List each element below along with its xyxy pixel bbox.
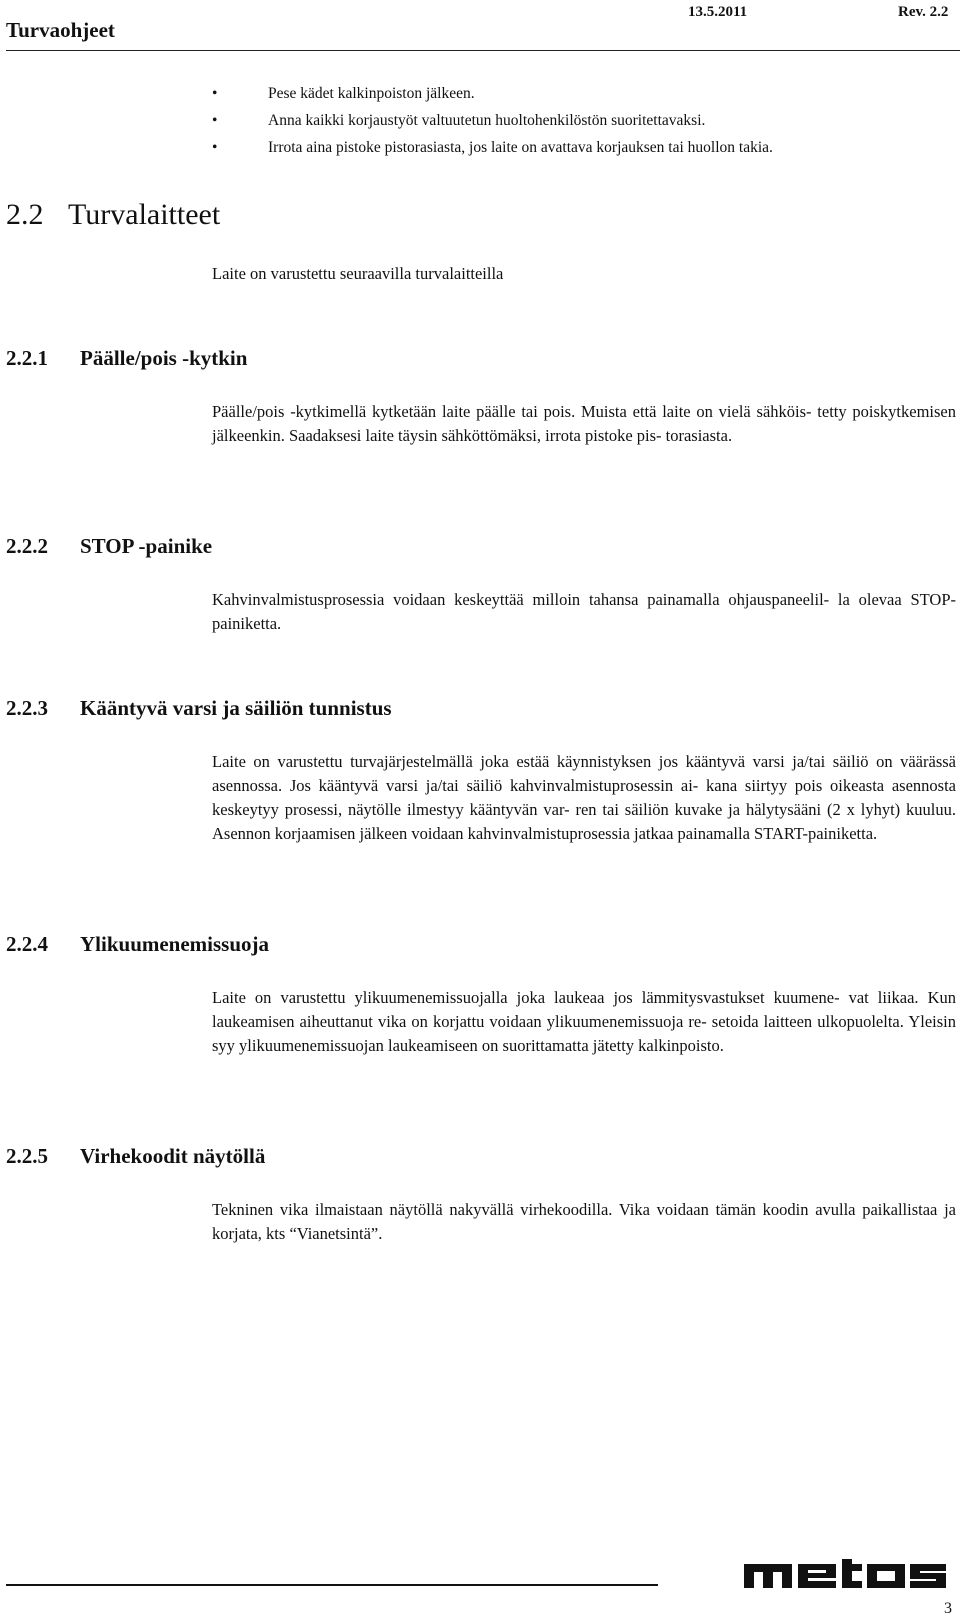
list-item: • Pese kädet kalkinpoiston jälkeen.: [204, 80, 773, 107]
subsection-heading: 2.2.4 Ylikuumenemissuoja: [6, 932, 270, 956]
document-title: Turvaohjeet: [6, 18, 115, 42]
list-item: • Anna kaikki korjaustyöt valtuutetun huoltohenkilöstön suoritettavaksi.: [204, 107, 773, 134]
document-revision: Rev. 2.2: [898, 4, 949, 20]
metos-logo: [742, 1558, 948, 1597]
list-item: • Irrota aina pistoke pistorasiasta, jos laite on avattava korjauksen tai huollon takia.: [204, 134, 773, 161]
metos-logo-icon: [742, 1558, 948, 1592]
bullet-icon: •: [212, 139, 218, 156]
subsection-text: Tekninen vika ilmaistaan näytöllä nakyvällä virhekoodilla. Vika voidaan tämän koodin avulla paikallistaa ja korjata, kts “Vianetsintä”.: [212, 1200, 956, 1243]
subsection-text: Laite on varustettu ylikuumenemissuojalla joka laukeaa jos lämmitysvastukset kuumene- vat liikaa. Kun laukeamisen aiheuttanut vika on korjattu voidaan ylikuumenemissuoja re- setoida laitteen ulkopuolelta. Yleisin syy ylikuumenemissuojan laukeamiseen on suorittamatta jätetty kalkinpoisto.: [212, 988, 956, 1055]
subsection-heading: 2.2.3 Kääntyvä varsi ja säiliön tunnistus: [6, 696, 392, 720]
bullet-icon: •: [212, 112, 218, 129]
header-divider: [6, 50, 960, 51]
subsection-text: Päälle/pois -kytkimellä kytketään laite päälle tai pois. Muista että laite on vielä sähköis- tetty poiskytkemisen jälkeenkin. Saadaksesi laite täysin sähköttömäksi, irrota pistoke pis- torasiasta.: [212, 402, 956, 445]
subsection-text: Laite on varustettu turvajärjestelmällä joka estää käynnistyksen jos kääntyvä varsi ja/tai säiliö on väärässä asennossa. Jos kääntyvä varsi ja/tai säiliö kahvinvalmistuprosessin ai- kana siirtyy pois oikeasta asennosta keskeytyy prosessi, näytölle ilmestyy kääntyvän var- ren tai säiliön kuvake ja hälytysääni (2 x lyhyt) kuuluu. Asennon korjaamisen jälkeen voidaan kahvinvalmistuprosessia jatkaa painamalla START-painiketta.: [212, 752, 956, 843]
footer-divider: [6, 1584, 658, 1586]
safety-bullet-list: [204, 80, 773, 161]
subsection-heading: 2.2.1 Päälle/pois -kytkin: [6, 346, 248, 370]
bullet-icon: •: [212, 85, 218, 102]
subsection-heading: 2.2.2 STOP -painike: [6, 534, 213, 558]
section-heading: [6, 198, 220, 232]
page-number: 3: [944, 1600, 952, 1617]
section-number: 2.2: [6, 198, 44, 231]
document-date: 13.5.2011: [688, 4, 748, 20]
subsection-heading: 2.2.5 Virhekoodit näytöllä: [6, 1144, 266, 1168]
subsection-text: Kahvinvalmistusprosessia voidaan keskeyttää milloin tahansa painamalla ohjauspaneelil- la olevaa STOP-painiketta.: [212, 590, 956, 633]
section-title: Turvalaitteet: [68, 198, 221, 231]
section-intro: Laite on varustettu seuraavilla turvalaitteilla: [212, 264, 504, 283]
